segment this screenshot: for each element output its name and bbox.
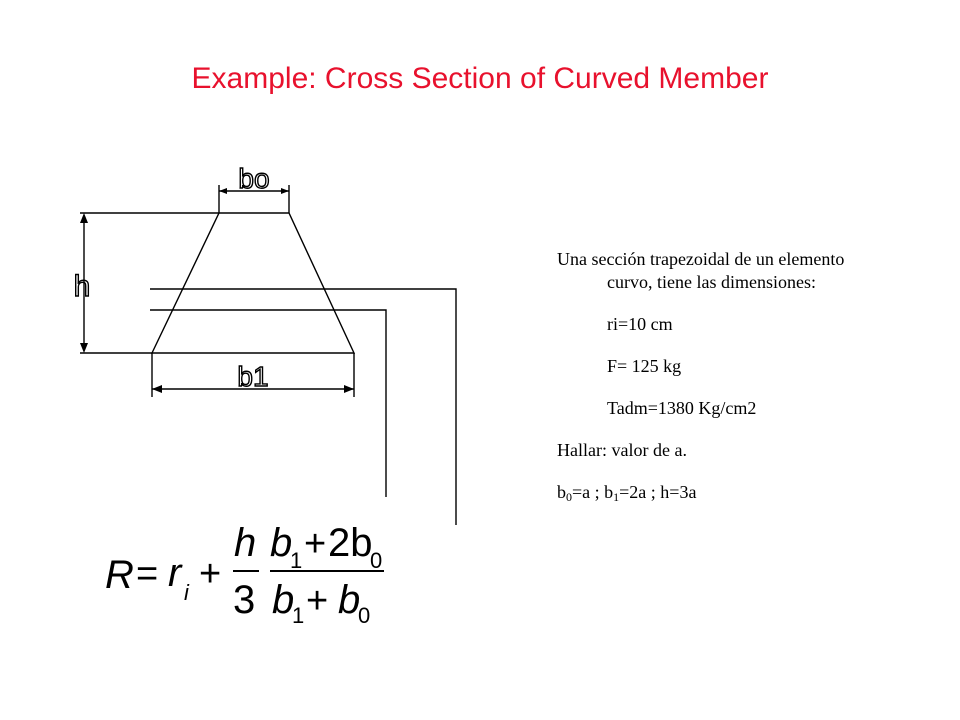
formula-h: h (234, 521, 257, 565)
formula-num-b1-subscript: 1 (290, 548, 303, 573)
dimension-label-height: h (73, 270, 91, 303)
given-ri: ri=10 cm (607, 314, 673, 334)
dimension-label-bottom: b1 (237, 361, 269, 392)
problem-statement (557, 248, 857, 523)
radius-line-inner (150, 310, 386, 497)
arrowhead-bottom-left (152, 385, 162, 393)
arrowhead-height-top (80, 213, 88, 223)
formula-lhs: R (105, 553, 134, 597)
arrowhead-top-right (281, 188, 289, 194)
radius-formula (100, 520, 400, 630)
formula-den-plus: + (306, 580, 329, 622)
formula-num-plus: + (304, 523, 327, 565)
formula-equals: = (136, 553, 159, 595)
arrowhead-height-bottom (80, 343, 88, 353)
problem-intro: Una sección trapezoidal de un elemento curvo, tiene las dimensiones: (557, 249, 845, 292)
radius-line-outer (150, 289, 456, 525)
formula-num-b0-subscript: 0 (370, 548, 383, 573)
formula-r-subscript: i (184, 580, 189, 605)
arrowhead-bottom-right (344, 385, 354, 393)
dimension-label-top: bo (238, 163, 270, 194)
given-allowable-stress: Tadm=1380 Kg/cm2 (607, 398, 757, 418)
given-force: F= 125 kg (607, 356, 682, 376)
arrowhead-top-left (219, 188, 227, 194)
formula-den-b0: b (338, 578, 361, 622)
formula-den-b0-subscript: 0 (358, 603, 371, 628)
formula-num-b1: b (270, 521, 293, 565)
formula-den-b1: b (272, 578, 295, 622)
formula-num-2b0: 2b (328, 521, 373, 565)
formula-plus: + (199, 553, 222, 595)
dimension-relations: $b_0=a$ ; $b_1=2a$ ; h=3a (557, 482, 697, 504)
find-statement: Hallar: valor de a. (557, 440, 687, 460)
formula-den-b1-subscript: 1 (292, 603, 305, 628)
formula-r: r (168, 551, 182, 595)
trapezoid-section (152, 213, 354, 353)
page-title: Example: Cross Section of Curved Member (191, 62, 769, 95)
formula-three: 3 (233, 578, 256, 622)
